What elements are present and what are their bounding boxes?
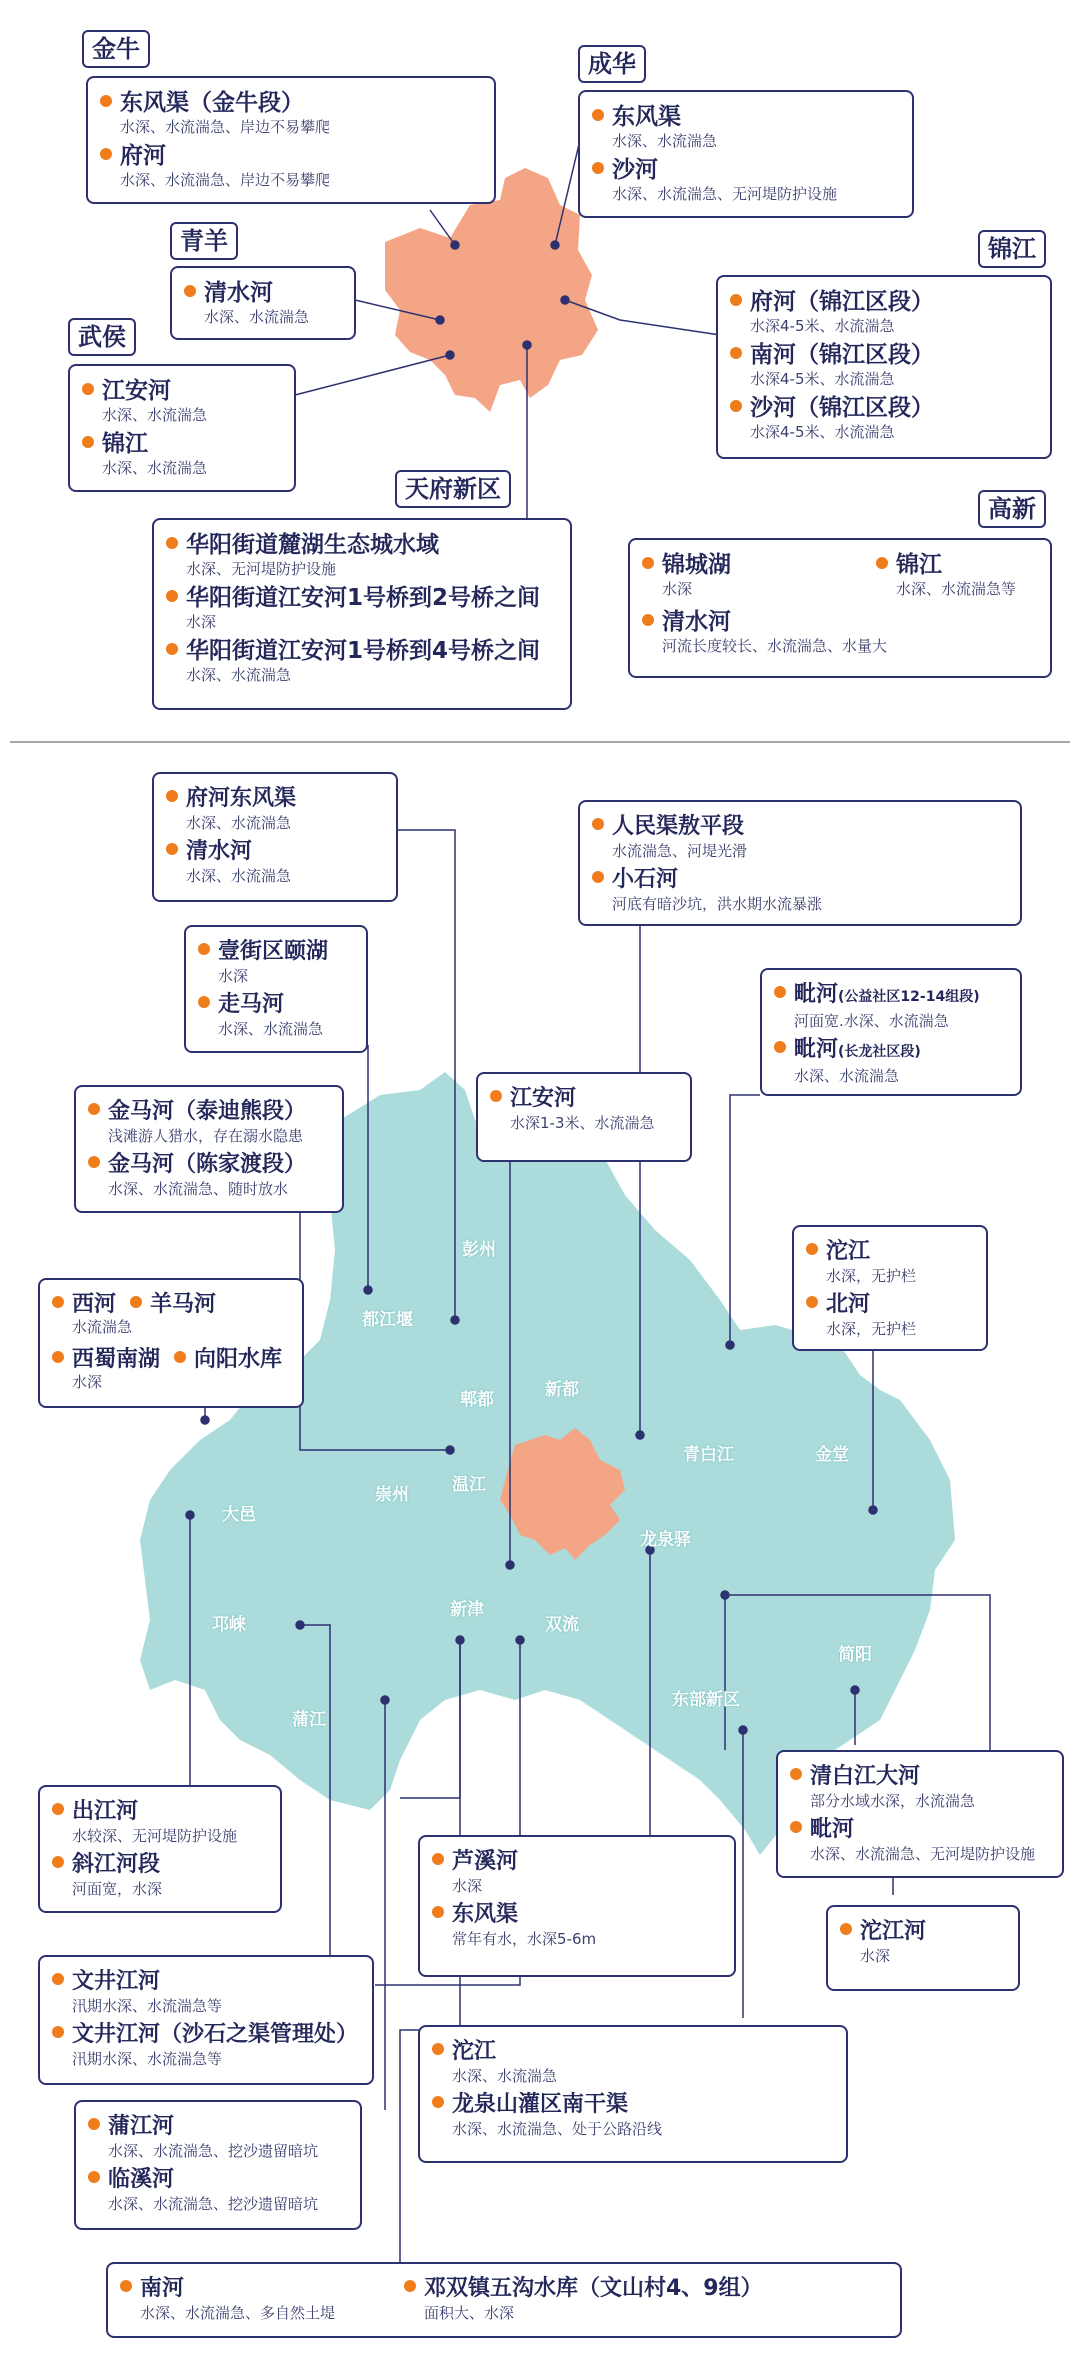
water-desc: 水深 (72, 1373, 103, 1391)
water-entry (642, 607, 1040, 656)
water-desc: 水深、水流湍急 (218, 1020, 324, 1038)
water-desc: 汛期水深、水流湍急等 (72, 1997, 223, 2015)
water-name-main: 毗河 (794, 982, 839, 1007)
water-name: 出江河 (52, 1797, 270, 1827)
water-desc: 水深4-5米、水流湍急 (750, 317, 895, 335)
water-desc: 河面宽，水深 (72, 1880, 163, 1898)
district-label-dongbu: 东部新区 (672, 1690, 740, 1710)
district-tag-tianfu: 天府新区 (395, 470, 511, 508)
water-name: 清白江大河 (790, 1762, 1052, 1792)
water-desc: 水深、无河堤防护设施 (186, 560, 337, 578)
district-label-qionglai: 邛崃 (212, 1615, 246, 1635)
water-desc: 水深、水流湍急 (794, 1067, 900, 1085)
water-desc: 水较深、无河堤防护设施 (72, 1827, 238, 1845)
water-desc: 水深4-5米、水流湍急 (750, 370, 895, 388)
water-name: 沱江 (432, 2037, 836, 2067)
info-box-xinjin (418, 1835, 736, 1977)
water-entry (592, 865, 1010, 914)
district-label-wenjiang: 温江 (452, 1475, 486, 1495)
info-box-pidu (152, 772, 398, 902)
water-desc: 常年有水，水深5-6m (452, 1930, 597, 1948)
water-desc: 水深、水流湍急等 (896, 580, 1017, 598)
water-name: 金马河（泰迪熊段） (88, 1097, 332, 1127)
water-name: 锦江 (82, 429, 284, 459)
water-name: 府河（锦江区段） (730, 287, 1040, 317)
water-entry (404, 2274, 763, 2323)
info-box-shuangliu-bottom (106, 2262, 902, 2338)
district-label-pujiang: 蒲江 (292, 1710, 326, 1730)
water-name: 府河 (100, 141, 484, 171)
water-entry (52, 1290, 116, 1320)
water-desc: 水深、水流湍急 (102, 406, 208, 424)
water-name: 龙泉山灌区南干渠 (432, 2090, 836, 2120)
water-name: 江安河 (82, 376, 284, 406)
jinniu-box (86, 76, 496, 204)
water-entry (790, 1762, 1052, 1811)
water-entry (52, 1318, 292, 1337)
water-desc: 水深 (860, 1947, 891, 1965)
water-entry (130, 1290, 216, 1320)
water-name: 清水河 (184, 278, 344, 308)
water-entry (642, 550, 862, 599)
district-tag-chenghua: 成华 (578, 45, 646, 83)
water-entry (432, 2090, 836, 2139)
water-entry (166, 636, 560, 685)
gaoxin-box (628, 538, 1052, 678)
water-entry (52, 1345, 160, 1375)
water-entry (592, 812, 1010, 861)
info-box-jianyang (826, 1905, 1020, 1991)
district-label-dayi: 大邑 (222, 1505, 256, 1525)
district-label-dujiangyan: 都江堰 (362, 1310, 413, 1330)
district-tag-jinjiang: 锦江 (978, 230, 1046, 268)
info-box-qingbaijiang (776, 1750, 1064, 1878)
water-name: 沱江 (806, 1237, 976, 1267)
district-label-xindu: 新都 (545, 1380, 579, 1400)
water-desc: 水深 (218, 967, 249, 985)
water-desc: 水深、水流湍急、挖沙遗留暗坑 (108, 2142, 319, 2160)
info-box-dongbu (418, 2025, 848, 2163)
district-label-jintang: 金堂 (815, 1445, 849, 1465)
water-desc: 水深、水流湍急 (102, 459, 208, 477)
info-box-dayi (38, 1785, 282, 1913)
water-name: 东风渠 (432, 1900, 724, 1930)
water-desc: 水深、水流湍急 (612, 132, 718, 150)
water-entry (82, 429, 284, 478)
water-entry (52, 1797, 270, 1846)
water-entry (432, 2037, 836, 2086)
water-name: 邓双镇五沟水库（文山村4、9组） (404, 2274, 763, 2304)
water-entry (120, 2274, 390, 2323)
info-box-chongzhou (38, 1278, 304, 1408)
water-name: 西河 (52, 1290, 116, 1320)
water-desc: 河底有暗沙坑，洪水期水流暴涨 (612, 895, 823, 913)
water-entry (432, 1847, 724, 1896)
water-name: 蒲江河 (88, 2112, 350, 2142)
water-entry (52, 1850, 270, 1899)
water-name: 锦江 (876, 550, 1016, 580)
water-desc: 水流湍急 (72, 1318, 133, 1336)
water-entry (198, 937, 356, 986)
water-entry (88, 1150, 332, 1199)
water-desc: 水深、水流湍急 (204, 308, 310, 326)
water-desc: 水深、水流湍急 (186, 814, 292, 832)
water-name: 芦溪河 (432, 1847, 724, 1877)
water-name: 北河 (806, 1290, 976, 1320)
water-name-sub: (长龙社区段) (838, 1044, 921, 1060)
water-entry (730, 287, 1040, 336)
water-desc: 水流湍急、河堤光滑 (612, 842, 748, 860)
water-entry (52, 1967, 362, 2016)
water-entry (88, 1097, 332, 1146)
district-label-qingbaijiang: 青白江 (683, 1445, 734, 1465)
water-entry (184, 278, 344, 327)
tianfu-box (152, 518, 572, 710)
water-desc: 汛期水深、水流湍急等 (72, 2050, 223, 2068)
info-box-shuangliu-jiangan (476, 1072, 692, 1162)
water-desc: 水深，无护栏 (826, 1320, 917, 1338)
district-label-longquanyi: 龙泉驿 (640, 1530, 691, 1550)
district-label-xinjin: 新津 (450, 1600, 484, 1620)
info-box-dujiangyan (184, 925, 368, 1053)
water-entry (730, 340, 1040, 389)
water-entry (592, 155, 902, 204)
water-entry (82, 376, 284, 425)
water-entry (790, 1815, 1052, 1864)
water-desc: 水深1-3米、水流湍急 (510, 1114, 655, 1132)
water-name: 华阳街道江安河1号桥到4号桥之间 (166, 636, 560, 666)
wuhou-box (68, 364, 296, 492)
water-entry (730, 393, 1040, 442)
water-name: 羊马河 (130, 1290, 216, 1320)
water-entry (174, 1345, 282, 1375)
water-desc: 水深 (662, 580, 693, 598)
water-entry (592, 102, 902, 151)
info-box-pengzhou (578, 800, 1022, 926)
water-entry (52, 2020, 362, 2069)
water-desc: 水深、水流湍急、多自然土堤 (140, 2304, 336, 2322)
water-name: 清水河 (166, 837, 386, 867)
info-box-xindu (760, 968, 1022, 1096)
water-name: 沙河（锦江区段） (730, 393, 1040, 423)
water-name: 金马河（陈家渡段） (88, 1150, 332, 1180)
water-name: 东风渠（金牛段） (100, 88, 484, 118)
jinjiang-box (716, 275, 1052, 459)
water-entry (774, 1035, 1010, 1086)
water-entry (876, 550, 1016, 599)
water-name (774, 980, 1010, 1012)
water-name: 向阳水库 (174, 1345, 282, 1375)
water-desc: 水深4-5米、水流湍急 (750, 423, 895, 441)
water-entry (166, 784, 386, 833)
water-entry (840, 1917, 1008, 1966)
district-tag-wuhou: 武侯 (68, 318, 136, 356)
water-desc: 水深、水流湍急、无河堤防护设施 (612, 185, 838, 203)
water-desc: 水深、水流湍急、无河堤防护设施 (810, 1845, 1036, 1863)
water-name: 文井江河（沙石之渠管理处） (52, 2020, 362, 2050)
district-label-shuangliu: 双流 (545, 1615, 579, 1635)
water-name: 临溪河 (88, 2165, 350, 2195)
water-name: 华阳街道麓湖生态城水域 (166, 530, 560, 560)
water-desc: 浅滩游人猎水，存在溺水隐患 (108, 1127, 304, 1145)
water-entry (432, 1900, 724, 1949)
water-name-main: 毗河 (794, 1037, 839, 1062)
water-name: 江安河 (490, 1084, 680, 1114)
water-desc: 河流长度较长、水流湍急、水量大 (662, 637, 888, 655)
water-entry (166, 530, 560, 579)
info-box-pujiang (74, 2100, 362, 2230)
water-name: 文井江河 (52, 1967, 362, 1997)
water-desc: 水深 (452, 1877, 483, 1895)
water-desc: 面积大、水深 (424, 2304, 515, 2322)
water-name: 沙河 (592, 155, 902, 185)
chenghua-box (578, 90, 914, 218)
info-box-jintang (792, 1225, 988, 1351)
water-entry (490, 1084, 680, 1133)
water-entry (52, 1373, 292, 1392)
water-name (774, 1035, 1010, 1067)
water-desc: 水深、水流湍急、处于公路沿线 (452, 2120, 663, 2138)
water-name: 走马河 (198, 990, 356, 1020)
district-label-pidu: 郫都 (460, 1390, 494, 1410)
water-name: 毗河 (790, 1815, 1052, 1845)
district-tag-qingyang: 青羊 (170, 222, 238, 260)
water-desc: 水深、水流湍急 (452, 2067, 558, 2085)
water-name: 南河 (120, 2274, 390, 2304)
district-label-jianyang: 简阳 (838, 1645, 872, 1665)
water-name: 人民渠敖平段 (592, 812, 1010, 842)
water-entry (88, 2112, 350, 2161)
water-entry (806, 1290, 976, 1339)
qingyang-box (170, 266, 356, 340)
district-tag-jinniu: 金牛 (82, 30, 150, 68)
water-desc: 水深、水流湍急、岸边不易攀爬 (120, 118, 331, 136)
water-desc: 水深、水流湍急、随时放水 (108, 1180, 289, 1198)
water-name: 南河（锦江区段） (730, 340, 1040, 370)
water-desc: 水深 (186, 613, 217, 631)
info-box-qionglai (38, 1955, 374, 2085)
water-desc: 水深、水流湍急 (186, 867, 292, 885)
info-box-wenjiang-jinmahe (74, 1085, 344, 1213)
water-entry (806, 1237, 976, 1286)
water-name: 府河东风渠 (166, 784, 386, 814)
water-desc: 水深、水流湍急 (186, 666, 292, 684)
water-desc: 水深，无护栏 (826, 1267, 917, 1285)
water-desc: 河面宽.水深、水流湍急 (794, 1012, 949, 1030)
water-entry (774, 980, 1010, 1031)
water-name: 小石河 (592, 865, 1010, 895)
water-desc: 部分水域水深，水流湍急 (810, 1792, 976, 1810)
district-label-pengzhou: 彭州 (462, 1240, 496, 1260)
district-label-chongzhou: 崇州 (375, 1485, 409, 1505)
district-tag-gaoxin: 高新 (978, 490, 1046, 528)
water-name: 西蜀南湖 (52, 1345, 160, 1375)
water-entry (166, 837, 386, 886)
water-entry (88, 2165, 350, 2214)
water-desc: 水深、水流湍急、岸边不易攀爬 (120, 171, 331, 189)
water-entry (166, 583, 560, 632)
water-desc: 水深、水流湍急、挖沙遗留暗坑 (108, 2195, 319, 2213)
water-name: 华阳街道江安河1号桥到2号桥之间 (166, 583, 560, 613)
water-entry (100, 141, 484, 190)
water-name: 斜江河段 (52, 1850, 270, 1880)
water-name: 清水河 (642, 607, 1040, 637)
water-entry (198, 990, 356, 1039)
central-city-shape (385, 168, 598, 412)
water-name: 壹街区颐湖 (198, 937, 356, 967)
water-entry (100, 88, 484, 137)
water-name: 东风渠 (592, 102, 902, 132)
water-name-sub: (公益社区12-14组段) (838, 989, 980, 1005)
water-name: 沱江河 (840, 1917, 1008, 1947)
water-name: 锦城湖 (642, 550, 862, 580)
